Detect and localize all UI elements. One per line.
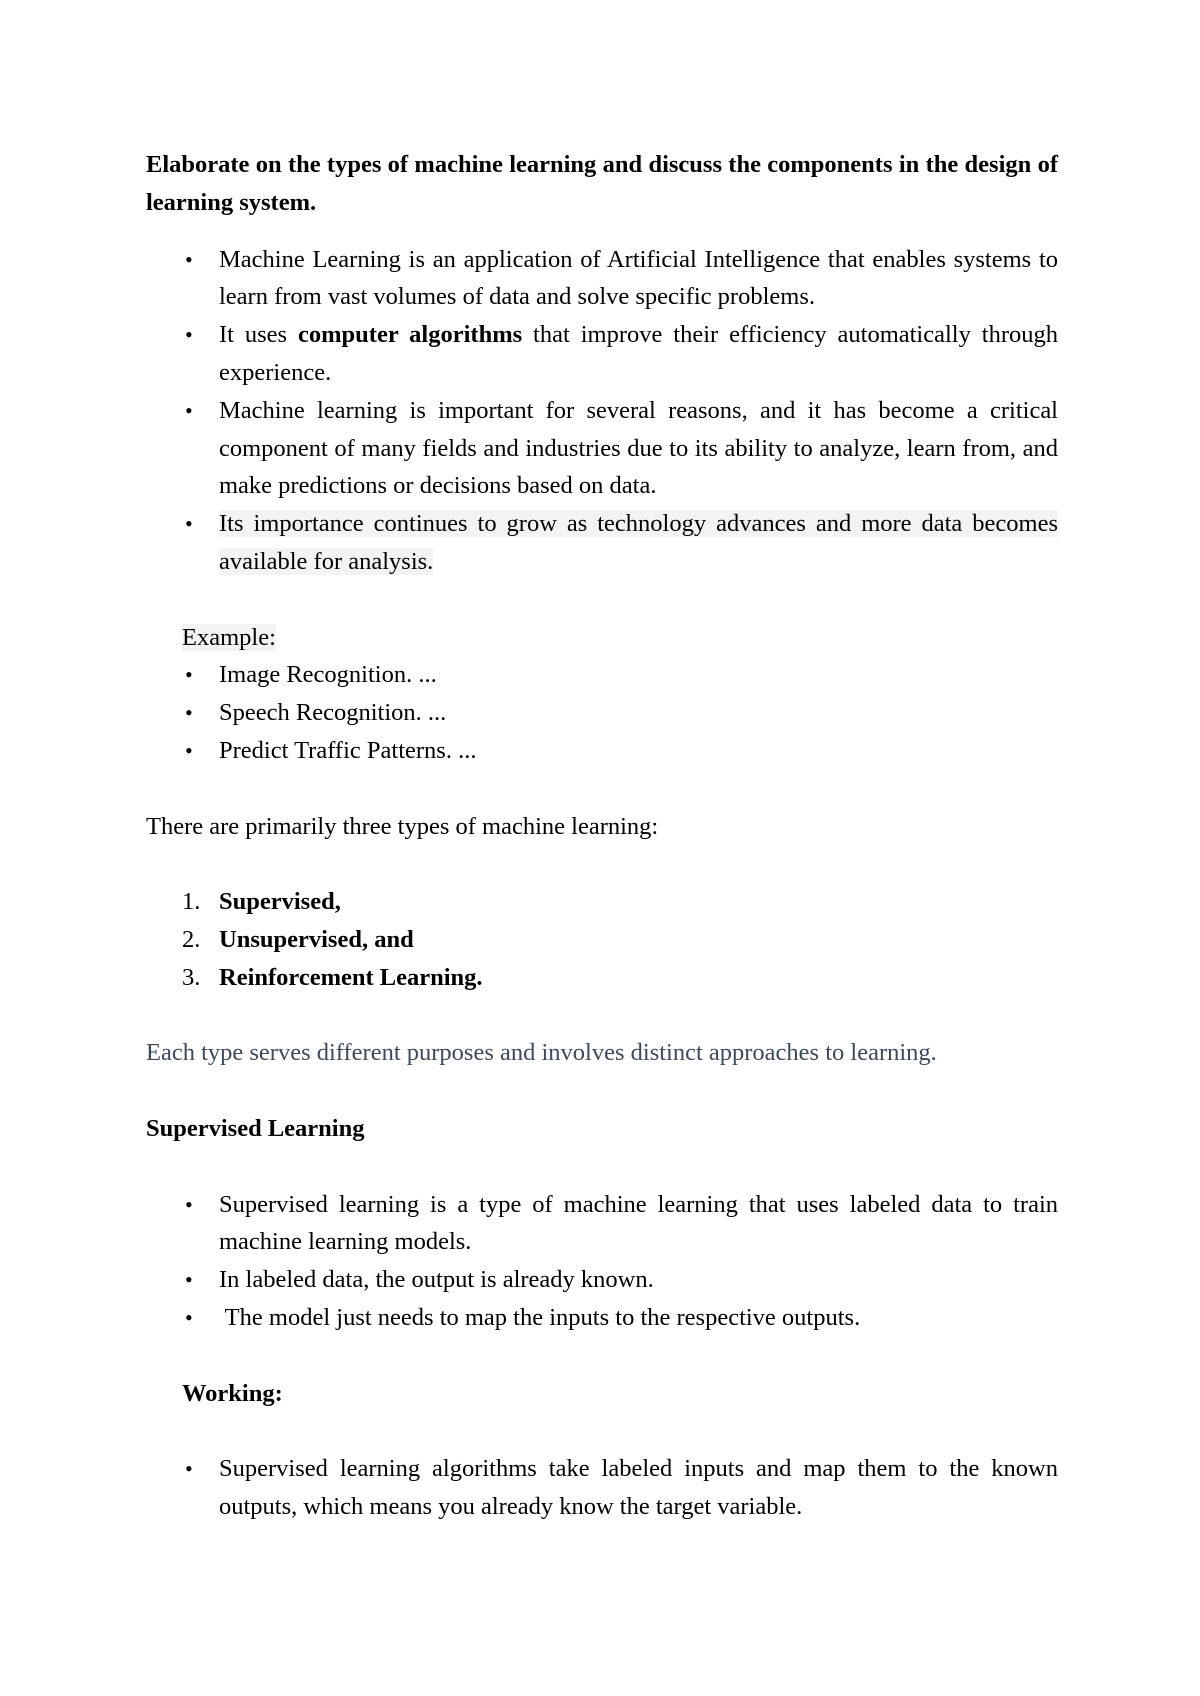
example-list	[146, 656, 1058, 769]
bullet-icon: •	[185, 1267, 193, 1293]
supervised-list	[146, 1186, 1058, 1337]
working-list	[146, 1450, 1058, 1526]
bullet-icon: •	[185, 737, 193, 763]
list-item: • The model just needs to map the inputs to the respective outputs.	[146, 1299, 1058, 1337]
list-item: • Its importance continues to grow as technology advances and more data becomes available for analysis.	[146, 505, 1058, 581]
types-note: Each type serves different purposes and involves distinct approaches to learning.	[146, 1039, 937, 1067]
list-item: • Supervised learning algorithms take labeled inputs and map them to the known outputs, which means you already know the target variable.	[146, 1450, 1058, 1526]
bullet-icon: •	[185, 511, 193, 537]
list-item: 2. Unsupervised, and	[146, 921, 1058, 959]
intro-list	[146, 241, 1058, 581]
bullet-icon: •	[185, 397, 193, 423]
section-heading-working: Working:	[182, 1379, 283, 1407]
emphasis-text: computer algorithms	[298, 321, 523, 349]
list-item: • Machine learning is important for several reasons, and it has become a critical component of many fields and industries due to its ability to analyze, learn from, and make predictions or decisions based on data.	[146, 392, 1058, 505]
bullet-icon: •	[185, 246, 193, 272]
types-list	[146, 883, 1058, 996]
list-item: • Supervised learning is a type of machine learning that uses labeled data to train machine learning models.	[146, 1186, 1058, 1262]
list-item: 3. Reinforcement Learning.	[146, 959, 1058, 997]
list-number: 3.	[182, 963, 201, 991]
bullet-icon: •	[185, 1191, 193, 1217]
list-item: • Predict Traffic Patterns. ...	[146, 732, 1058, 770]
document-body	[146, 146, 1058, 1526]
list-number: 1.	[182, 888, 201, 916]
bullet-icon: •	[185, 700, 193, 726]
list-item: • Machine Learning is an application of Artificial Intelligence that enables systems to learn from vast volumes of data and solve specific problems.	[146, 241, 1058, 317]
example-label: Example:	[182, 623, 276, 651]
bullet-icon: •	[185, 662, 193, 688]
list-number: 2.	[182, 925, 201, 953]
types-intro: There are primarily three types of machine learning:	[146, 812, 659, 840]
bullet-icon: •	[185, 1304, 193, 1330]
list-item: • It uses computer algorithms that improve their efficiency automatically through experience.	[146, 316, 1058, 392]
bullet-icon: •	[185, 322, 193, 348]
list-item: • Image Recognition. ...	[146, 656, 1058, 694]
list-item: 1. Supervised,	[146, 883, 1058, 921]
list-item: • In labeled data, the output is already known.	[146, 1261, 1058, 1299]
section-heading-supervised: Supervised Learning	[146, 1114, 365, 1142]
list-item: • Speech Recognition. ...	[146, 694, 1058, 732]
document-title: Elaborate on the types of machine learning and discuss the components in the design of learning system.	[146, 151, 1058, 216]
bullet-icon: •	[185, 1456, 193, 1482]
